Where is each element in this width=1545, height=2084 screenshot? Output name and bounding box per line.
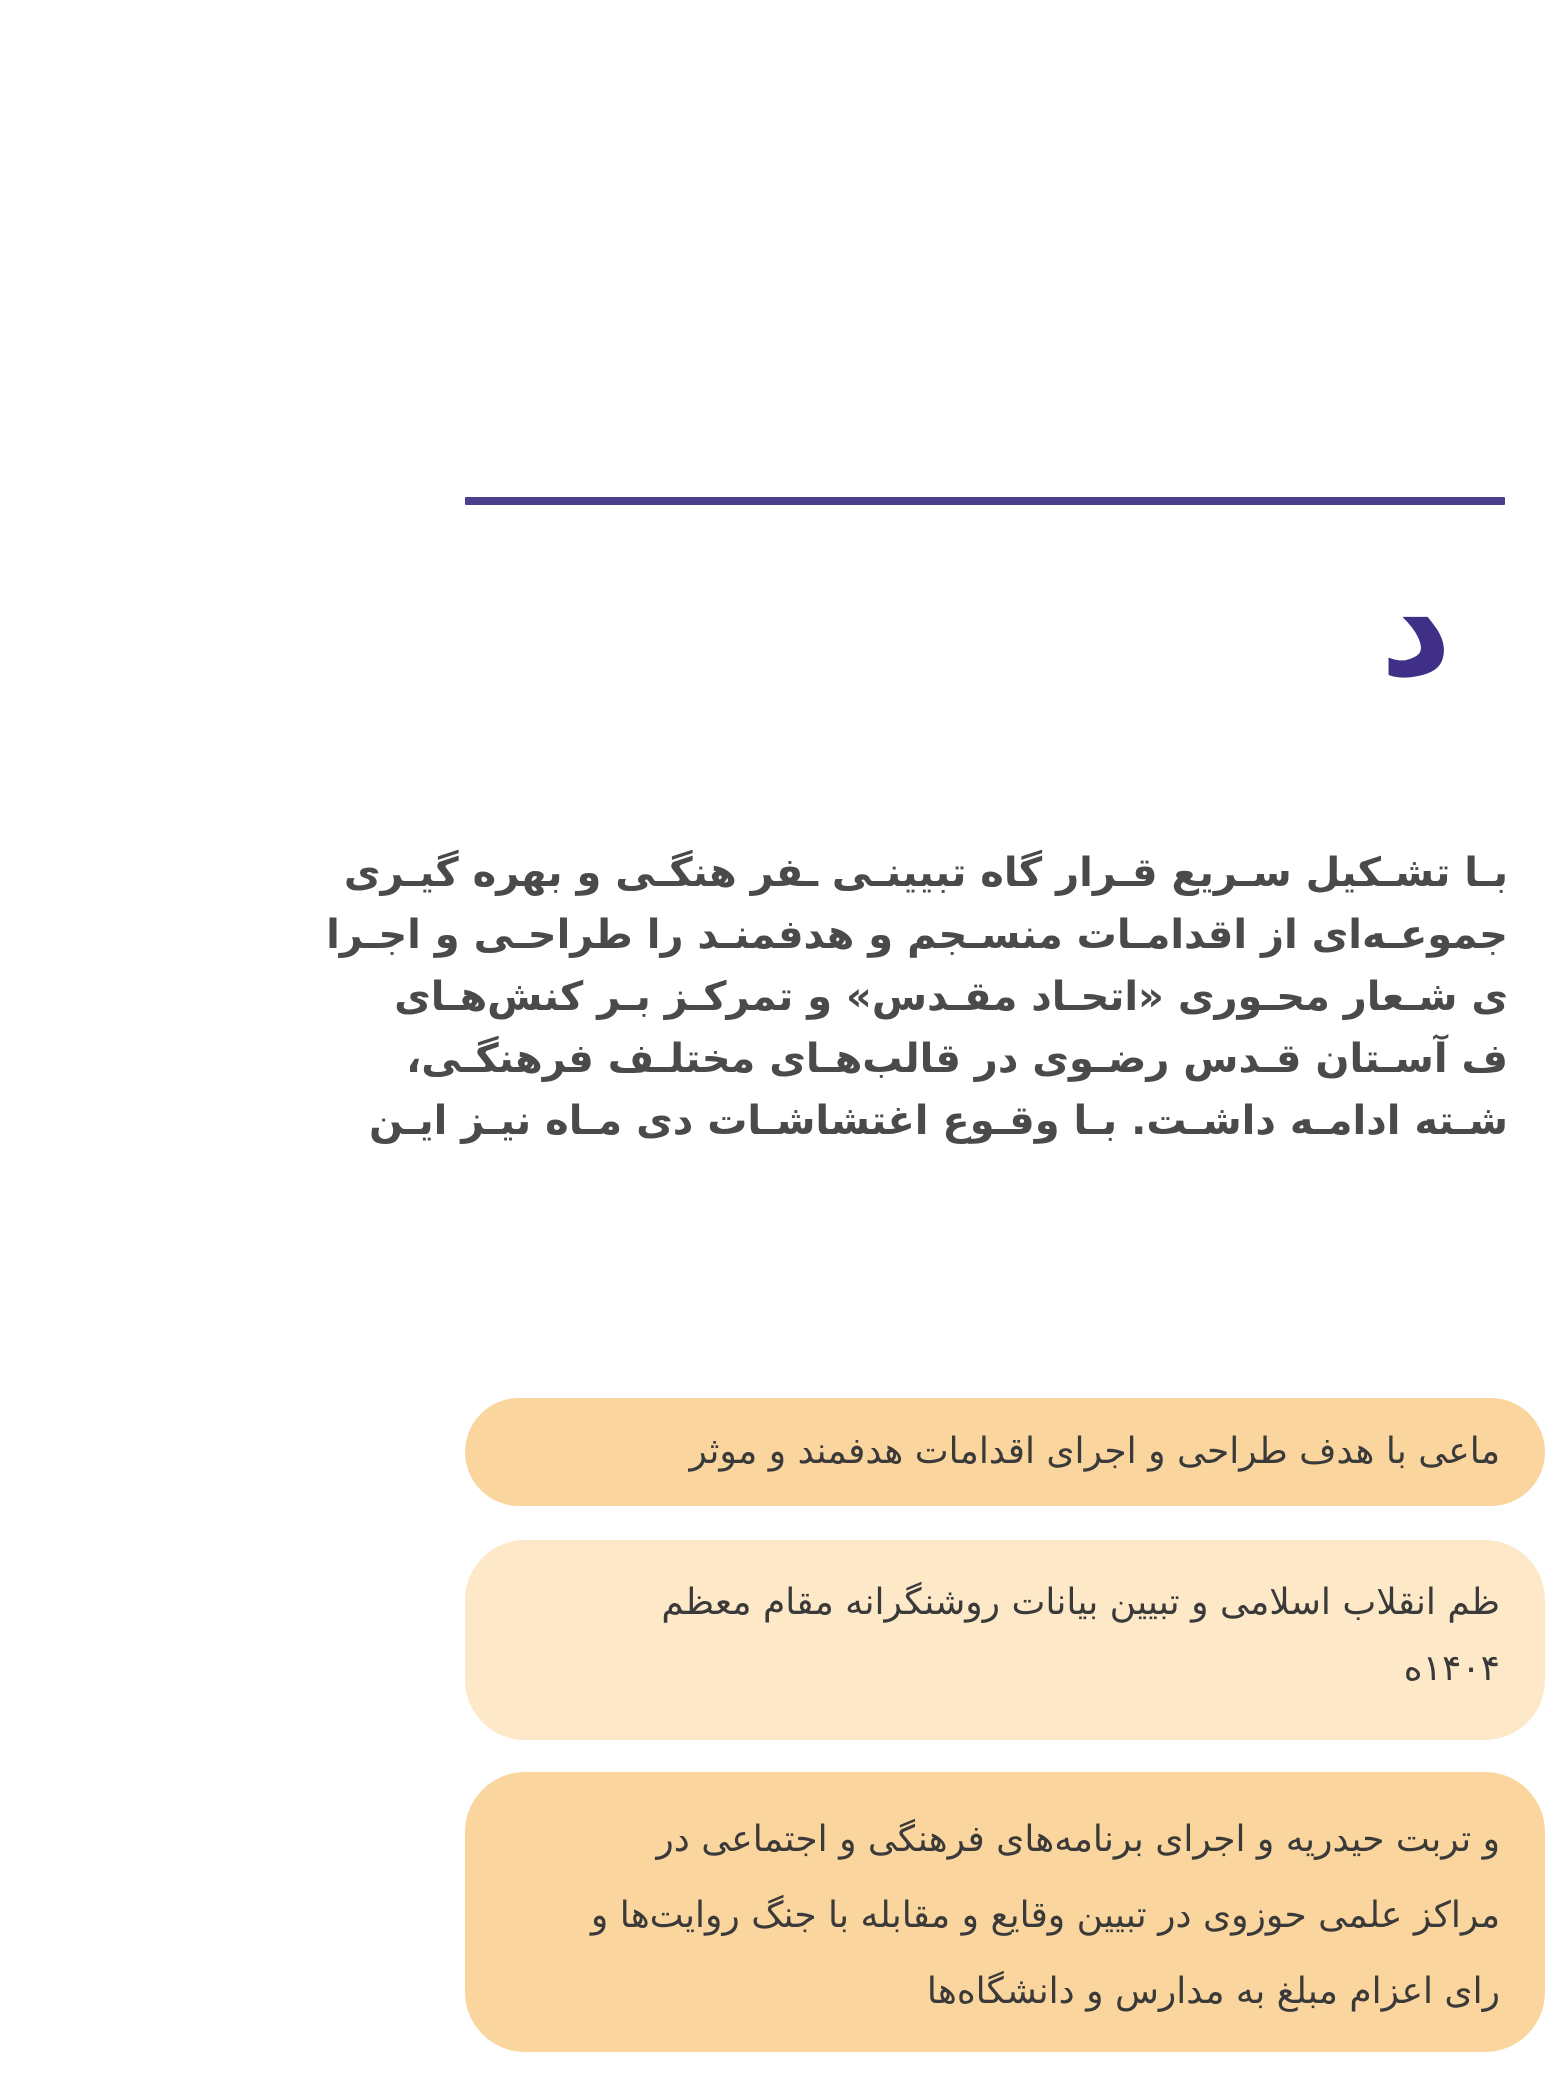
- section-title-text: د: [1380, 546, 1452, 709]
- body-paragraph: [326, 842, 1508, 1152]
- paragraph-line: ف آسـتان قـدس رضـوی در قالب‌هـای مختلـف فرهنگـی،: [406, 1036, 1508, 1082]
- box-line: و تربت حیدریه و اجرای برنامه‌های فرهنگی و اجتماعی در: [656, 1819, 1500, 1860]
- box-line: ۱۴۰۴ه: [1403, 1648, 1500, 1689]
- box-line: ظم انقلاب اسلامی و تبیین بیانات روشنگرانه مقام معظم: [661, 1582, 1500, 1623]
- paragraph-line: ی شـعار محـوری «اتحـاد مقـدس» و تمرکـز بـر کنش‌هـای: [394, 974, 1508, 1020]
- box-line: ماعی با هدف طراحی و اجرای اقدامات هدفمند و موثر: [689, 1431, 1500, 1472]
- box-line: مراکز علمی حوزوی در تبیین وقایع و مقابله با جنگ روایت‌ها و: [590, 1895, 1500, 1936]
- paragraph-line: جموعـه‌ای از اقدامـات منسـجم و هدفمنـد را طراحـی و اجـرا: [326, 912, 1508, 958]
- section-title: [1380, 540, 1500, 715]
- highlight-box-3: [465, 1772, 1545, 2052]
- paragraph-line: شـته ادامـه داشـت. بـا وقـوع اغتشاشـات دی مـاه نیـز ایـن: [368, 1098, 1508, 1144]
- highlight-box-1: [465, 1398, 1545, 1506]
- box-line: رای اعزام مبلغ به مدارس و دانشگاه‌ها: [926, 1971, 1500, 2012]
- paragraph-line: بـا تشـکیل سـریع قـرار گاه تبیینـی ـفر هنگـی و بهره گیـری: [343, 850, 1508, 896]
- header-divider: [465, 497, 1505, 505]
- highlight-box-2: [465, 1540, 1545, 1740]
